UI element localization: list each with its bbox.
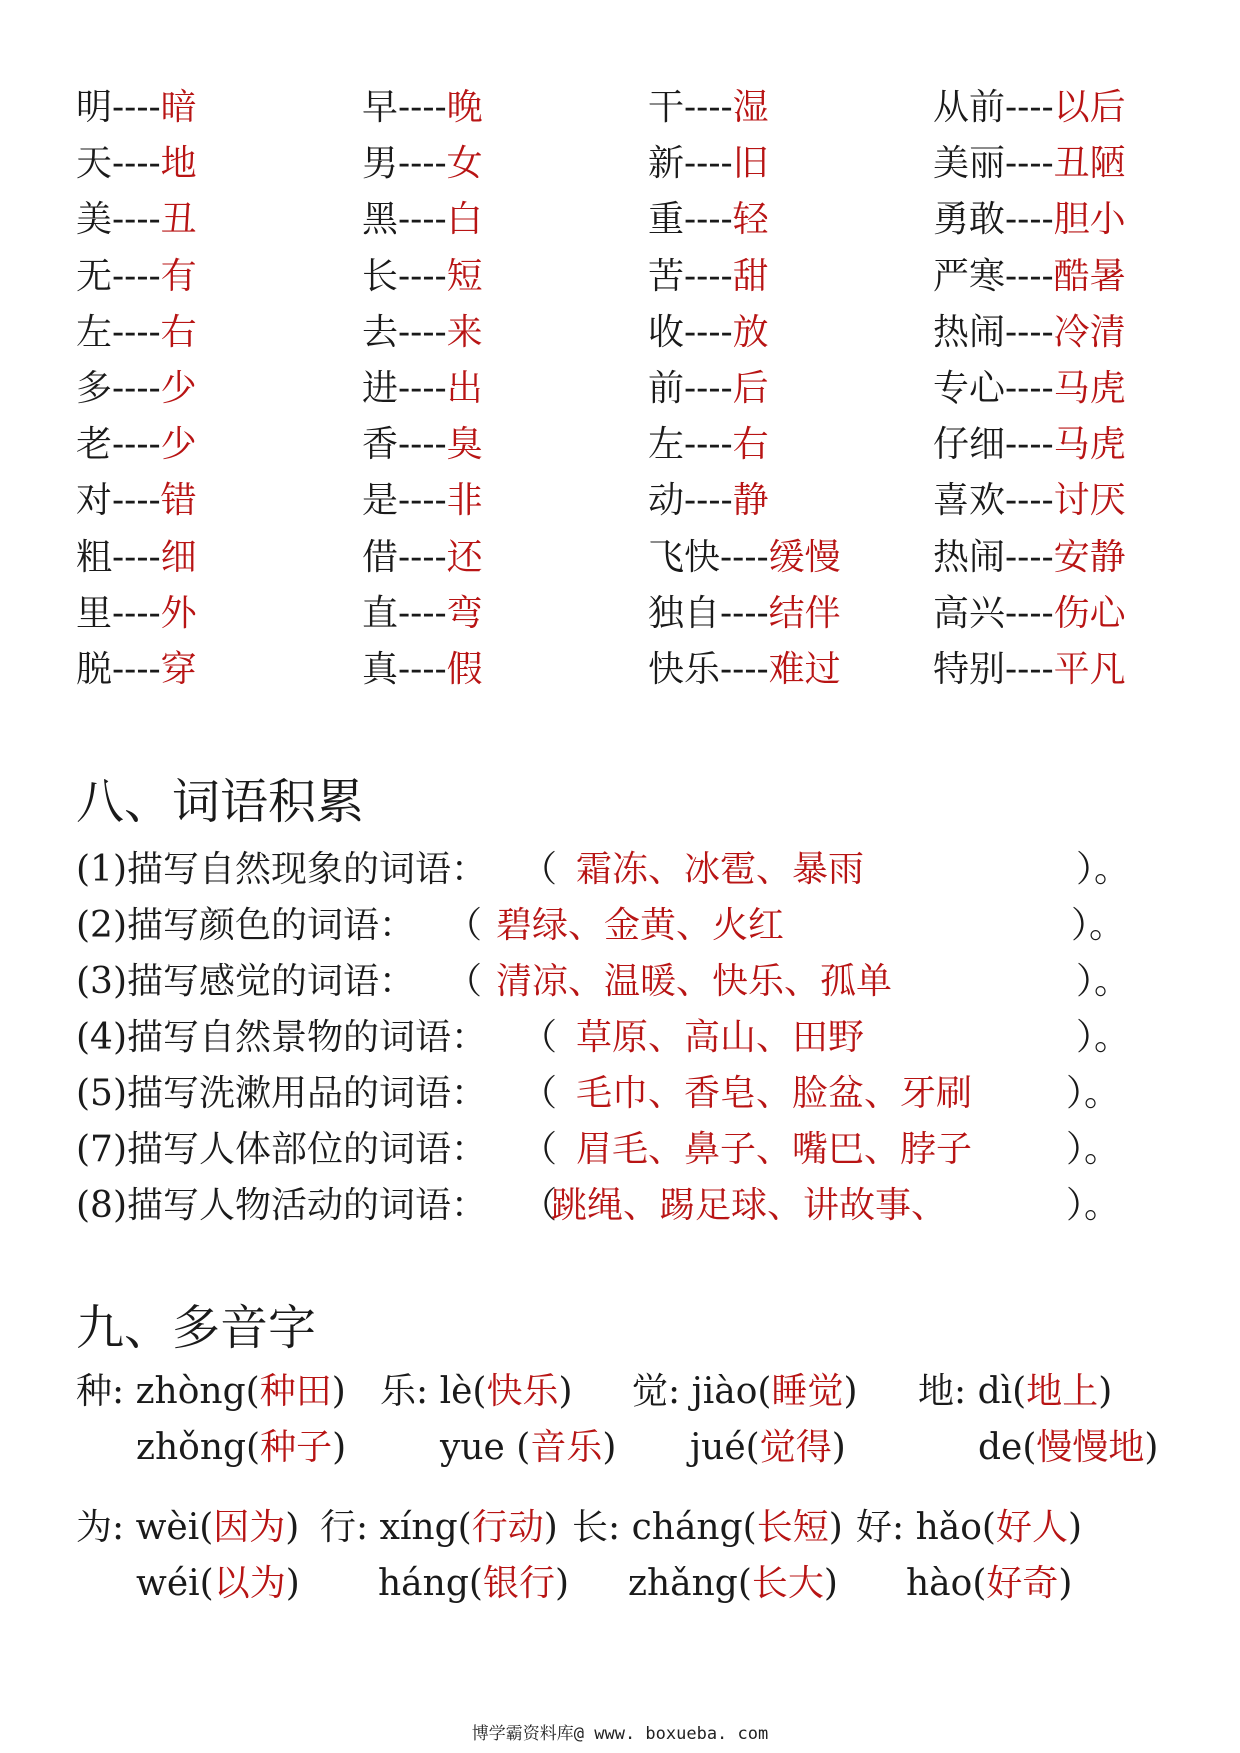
antonym-word: 快乐 <box>648 648 721 690</box>
antonym-word: 动 <box>648 480 685 522</box>
antonym-opposite: 错 <box>160 480 197 522</box>
antonym-pair <box>933 305 1126 361</box>
antonym-dash: ---- <box>398 536 447 578</box>
antonym-pair <box>76 192 197 248</box>
antonym-opposite: 酷暑 <box>1053 255 1126 297</box>
antonym-word: 长 <box>362 255 399 297</box>
poly-pinyin: cháng( <box>631 1507 757 1548</box>
antonym-word: 左 <box>648 424 685 466</box>
antonym-pair <box>76 642 197 698</box>
antonym-pair <box>933 642 1126 698</box>
antonym-pair <box>76 473 197 529</box>
poly-entry <box>136 1420 346 1476</box>
antonym-dash: ---- <box>398 87 447 128</box>
antonym-dash: ---- <box>684 480 733 522</box>
antonym-dash: ---- <box>112 424 161 466</box>
poly-entry <box>136 1556 300 1612</box>
poly-pinyin: wèi( <box>135 1507 214 1548</box>
antonym-dash: ---- <box>1005 592 1054 634</box>
antonym-pair <box>933 80 1126 136</box>
antonym-opposite: 外 <box>160 592 197 634</box>
antonym-pair <box>933 249 1126 305</box>
antonym-dash: ---- <box>112 311 161 353</box>
antonym-dash: ---- <box>1005 199 1054 241</box>
vocab-item <box>76 1066 1206 1122</box>
poly-entry <box>76 1364 346 1420</box>
poly-close: ) <box>285 1563 300 1604</box>
poly-pinyin: jiào( <box>691 1371 772 1412</box>
antonym-dash: ---- <box>398 311 447 353</box>
antonym-word: 美 <box>76 199 113 241</box>
vocab-answer: 霜冻、冰雹、暴雨 <box>576 849 865 890</box>
antonym-opposite: 非 <box>446 480 483 522</box>
poly-char: 好: <box>856 1507 905 1548</box>
antonym-dash: ---- <box>398 648 447 690</box>
antonym-column <box>648 80 841 698</box>
antonym-word: 多 <box>76 367 113 409</box>
antonym-opposite: 轻 <box>732 199 769 241</box>
antonym-pair <box>648 249 841 305</box>
antonym-opposite: 臭 <box>446 424 483 466</box>
antonym-pair <box>362 530 483 586</box>
vocab-answer: 眉毛、鼻子、嘴巴、脖子 <box>576 1129 973 1170</box>
poly-word: 行动 <box>471 1507 544 1548</box>
antonym-opposite: 还 <box>446 536 483 578</box>
poly-close: ) <box>1067 1507 1083 1548</box>
antonym-opposite: 女 <box>446 143 483 185</box>
antonym-pair <box>648 80 841 136</box>
antonym-dash: ---- <box>398 143 447 185</box>
antonym-word: 早 <box>362 87 399 128</box>
antonym-opposite: 安静 <box>1053 536 1126 578</box>
poly-word: 以为 <box>213 1563 286 1604</box>
antonym-pair <box>933 530 1126 586</box>
vocab-label: (4)描写自然景物的词语： <box>76 1017 487 1058</box>
close-paren: ）。 <box>1066 1073 1121 1114</box>
antonym-word: 借 <box>362 536 399 578</box>
antonym-word: 黑 <box>362 199 399 241</box>
poly-entry <box>628 1556 838 1612</box>
antonym-dash: ---- <box>720 648 769 690</box>
antonym-opposite: 假 <box>446 648 483 690</box>
vocab-label: (1)描写自然现象的词语： <box>76 849 487 890</box>
antonym-opposite: 放 <box>732 311 769 353</box>
poly-word: 慢慢地 <box>1036 1427 1145 1468</box>
poly-word: 好人 <box>995 1507 1068 1548</box>
antonym-word: 美丽 <box>933 143 1006 185</box>
antonym-word: 老 <box>76 424 113 466</box>
antonym-dash: ---- <box>684 199 733 241</box>
poly-word: 觉得 <box>759 1427 832 1468</box>
antonym-opposite: 马虎 <box>1053 367 1126 409</box>
close-paren: ）。 <box>1076 961 1131 1002</box>
antonym-pair <box>648 473 841 529</box>
antonym-word: 独自 <box>648 592 721 634</box>
antonym-pair <box>362 249 483 305</box>
antonym-dash: ---- <box>1005 255 1054 297</box>
poly-word: 长大 <box>751 1563 824 1604</box>
poly-char: 地: <box>918 1371 967 1412</box>
antonym-opposite: 穿 <box>160 648 197 690</box>
antonym-dash: ---- <box>112 255 161 297</box>
antonym-word: 热闹 <box>933 536 1006 578</box>
vocab-answer: 毛巾、香皂、脸盆、牙刷 <box>576 1073 973 1114</box>
antonym-dash: ---- <box>1005 311 1054 353</box>
poly-entry <box>380 1364 573 1420</box>
antonym-word: 从前 <box>933 87 1006 128</box>
antonym-dash: ---- <box>112 480 161 522</box>
antonym-dash: ---- <box>1005 648 1054 690</box>
poly-entry <box>378 1556 569 1612</box>
vocab-label: (7)描写人体部位的词语： <box>76 1129 487 1170</box>
vocab-answer: 碧绿、金黄、火红 <box>496 905 785 946</box>
poly-close: ) <box>543 1507 558 1548</box>
vocab-item <box>76 842 1206 898</box>
antonym-word: 勇敢 <box>933 199 1006 241</box>
vocab-answer: 草原、高山、田野 <box>576 1017 865 1058</box>
antonym-word: 香 <box>362 424 399 466</box>
poly-close: ) <box>285 1507 300 1548</box>
vocab-label: (2)描写颜色的词语： <box>76 905 415 946</box>
antonym-dash: ---- <box>398 367 447 409</box>
poly-word: 快乐 <box>486 1371 559 1412</box>
antonym-pair <box>648 361 841 417</box>
antonym-pair <box>76 417 197 473</box>
open-paren: （ <box>446 905 483 946</box>
antonym-pair <box>362 642 483 698</box>
open-paren: （ <box>521 1185 558 1226</box>
antonym-word: 飞快 <box>648 536 721 578</box>
antonym-opposite: 丑陋 <box>1053 143 1126 185</box>
poly-pinyin: lè( <box>439 1371 487 1412</box>
poly-word: 种子 <box>260 1427 333 1468</box>
antonym-word: 进 <box>362 367 399 409</box>
antonym-pair <box>933 586 1126 642</box>
antonym-pair <box>362 136 483 192</box>
antonym-pair <box>648 305 841 361</box>
antonym-word: 左 <box>76 311 113 353</box>
poly-pinyin: jué( <box>690 1427 760 1468</box>
vocab-label: (3)描写感觉的词语： <box>76 961 415 1002</box>
poly-entry <box>690 1420 846 1476</box>
poly-close: ) <box>602 1427 617 1468</box>
antonym-opposite: 细 <box>160 536 197 578</box>
antonym-pair <box>648 192 841 248</box>
poly-pinyin: zhòng( <box>135 1371 260 1412</box>
antonym-opposite: 地 <box>160 143 197 185</box>
antonym-pair <box>76 80 197 136</box>
antonym-word: 高兴 <box>933 592 1006 634</box>
antonym-opposite: 平凡 <box>1053 648 1126 690</box>
antonym-opposite: 右 <box>160 311 197 353</box>
antonym-opposite: 短 <box>446 255 483 297</box>
antonym-dash: ---- <box>1005 536 1054 578</box>
antonym-opposite: 讨厌 <box>1053 480 1126 522</box>
antonym-pair <box>648 530 841 586</box>
poly-entry <box>572 1500 843 1556</box>
antonym-opposite: 甜 <box>732 255 769 297</box>
poly-char: 种: <box>76 1371 125 1412</box>
antonym-dash: ---- <box>684 311 733 353</box>
antonym-dash: ---- <box>720 536 769 578</box>
antonym-word: 是 <box>362 480 399 522</box>
poly-word: 长短 <box>756 1507 829 1548</box>
poly-entry <box>440 1420 616 1476</box>
antonym-opposite: 弯 <box>446 592 483 634</box>
antonym-dash: ---- <box>112 143 161 185</box>
open-paren: （ <box>521 1017 558 1058</box>
antonym-dash: ---- <box>112 592 161 634</box>
antonym-dash: ---- <box>720 592 769 634</box>
poly-char: 为: <box>76 1507 125 1548</box>
antonym-opposite: 有 <box>160 255 197 297</box>
antonym-opposite: 暗 <box>160 87 197 128</box>
close-paren: ）。 <box>1066 1185 1121 1226</box>
antonym-dash: ---- <box>112 87 161 128</box>
poly-word: 因为 <box>213 1507 286 1548</box>
antonym-word: 专心 <box>933 367 1006 409</box>
antonym-dash: ---- <box>398 424 447 466</box>
antonym-pair <box>76 361 197 417</box>
antonym-pair <box>76 305 197 361</box>
vocab-answer: 清凉、温暖、快乐、孤单 <box>496 961 893 1002</box>
poly-word: 好奇 <box>986 1563 1059 1604</box>
poly-entry <box>906 1556 1072 1612</box>
antonym-pair <box>362 417 483 473</box>
antonym-word: 仔细 <box>933 424 1006 466</box>
antonym-opposite: 缓慢 <box>768 536 841 578</box>
section-title-polyphonic: 九、多音字 <box>76 1300 317 1356</box>
poly-word: 地上 <box>1026 1371 1099 1412</box>
poly-close: ) <box>823 1563 838 1604</box>
antonym-dash: ---- <box>684 143 733 185</box>
antonym-opposite: 少 <box>160 424 197 466</box>
poly-pinyin: hǎo( <box>915 1507 996 1548</box>
poly-char: 觉: <box>632 1371 681 1412</box>
antonym-dash: ---- <box>1005 143 1054 185</box>
antonym-opposite: 湿 <box>732 87 769 128</box>
poly-word: 银行 <box>482 1563 555 1604</box>
close-paren: ）。 <box>1076 1017 1131 1058</box>
poly-char: 乐: <box>380 1371 429 1412</box>
antonym-opposite: 结伴 <box>768 592 841 634</box>
open-paren: （ <box>446 961 483 1002</box>
poly-entry <box>320 1500 558 1556</box>
open-paren: （ <box>521 1073 558 1114</box>
poly-close: ) <box>554 1563 569 1604</box>
antonym-dash: ---- <box>684 367 733 409</box>
antonym-pair <box>76 530 197 586</box>
close-paren: ）。 <box>1066 1129 1121 1170</box>
antonym-dash: ---- <box>398 592 447 634</box>
antonym-word: 直 <box>362 592 399 634</box>
antonym-opposite: 以后 <box>1053 87 1126 128</box>
vocab-label: (5)描写洗漱用品的词语： <box>76 1073 487 1114</box>
poly-entry <box>76 1500 299 1556</box>
antonym-word: 特别 <box>933 648 1006 690</box>
antonym-word: 苦 <box>648 255 685 297</box>
antonym-word: 重 <box>648 199 685 241</box>
antonym-pair <box>362 305 483 361</box>
poly-pinyin: yue ( <box>440 1427 531 1468</box>
poly-pinyin: zhǒng( <box>136 1427 261 1468</box>
section-title-vocabulary: 八、词语积累 <box>76 774 365 830</box>
antonym-dash: ---- <box>112 367 161 409</box>
antonym-opposite: 冷清 <box>1053 311 1126 353</box>
antonym-word: 明 <box>76 87 113 128</box>
antonym-opposite: 少 <box>160 367 197 409</box>
antonym-dash: ---- <box>684 87 733 128</box>
antonym-word: 真 <box>362 648 399 690</box>
antonym-dash: ---- <box>112 199 161 241</box>
poly-pinyin: wéi( <box>136 1563 214 1604</box>
antonym-word: 干 <box>648 87 685 128</box>
antonym-pair <box>76 249 197 305</box>
poly-close: ) <box>831 1427 846 1468</box>
poly-close: ) <box>558 1371 573 1412</box>
antonym-dash: ---- <box>1005 87 1054 128</box>
antonym-dash: ---- <box>684 424 733 466</box>
antonym-pair <box>648 136 841 192</box>
antonym-pair <box>648 586 841 642</box>
antonym-opposite: 白 <box>446 199 483 241</box>
close-paren: ）。 <box>1076 849 1131 890</box>
antonym-opposite: 伤心 <box>1053 592 1126 634</box>
poly-entry <box>978 1420 1158 1476</box>
antonym-dash: ---- <box>112 648 161 690</box>
antonym-opposite: 难过 <box>768 648 841 690</box>
antonym-word: 热闹 <box>933 311 1006 353</box>
poly-pinyin: dì( <box>977 1371 1027 1412</box>
antonym-opposite: 马虎 <box>1053 424 1126 466</box>
antonym-pair <box>933 136 1126 192</box>
poly-word: 种田 <box>259 1371 332 1412</box>
antonym-pair <box>933 417 1126 473</box>
poly-entry <box>918 1364 1112 1420</box>
antonym-column <box>76 80 197 698</box>
antonym-word: 新 <box>648 143 685 185</box>
antonym-word: 里 <box>76 592 113 634</box>
antonym-dash: ---- <box>398 199 447 241</box>
antonym-opposite: 胆小 <box>1053 199 1126 241</box>
antonym-dash: ---- <box>684 255 733 297</box>
antonym-opposite: 晚 <box>446 87 483 128</box>
antonym-opposite: 旧 <box>732 143 769 185</box>
poly-entry <box>856 1500 1082 1556</box>
antonym-pair <box>362 586 483 642</box>
antonym-opposite: 丑 <box>160 199 197 241</box>
vocab-item <box>76 954 1206 1010</box>
antonym-pair <box>362 473 483 529</box>
poly-close: ) <box>843 1371 858 1412</box>
antonym-opposite: 后 <box>732 367 769 409</box>
antonym-opposite: 来 <box>446 311 483 353</box>
antonym-word: 脱 <box>76 648 113 690</box>
antonym-dash: ---- <box>1005 424 1054 466</box>
antonym-word: 粗 <box>76 536 113 578</box>
open-paren: （ <box>521 1129 558 1170</box>
poly-char: 行: <box>320 1507 369 1548</box>
antonym-pair <box>933 361 1126 417</box>
vocab-item <box>76 1010 1206 1066</box>
poly-char: 长: <box>572 1507 621 1548</box>
open-paren: （ <box>521 849 558 890</box>
antonym-word: 去 <box>362 311 399 353</box>
close-paren: ）。 <box>1071 905 1126 946</box>
poly-close: ) <box>1058 1563 1073 1604</box>
antonym-dash: ---- <box>1005 480 1054 522</box>
poly-pinyin: hào( <box>906 1563 987 1604</box>
antonym-pair <box>933 473 1126 529</box>
poly-close: ) <box>828 1507 843 1548</box>
poly-close: ) <box>1144 1427 1159 1468</box>
antonym-opposite: 出 <box>446 367 483 409</box>
vocab-item <box>76 1122 1206 1178</box>
vocab-answer: 跳绳、踢足球、讲故事、 <box>551 1185 948 1226</box>
vocab-item <box>76 1178 1206 1234</box>
poly-close: ) <box>1098 1371 1113 1412</box>
poly-entry <box>632 1364 858 1420</box>
poly-pinyin: zhǎng( <box>628 1563 752 1604</box>
antonym-pair <box>648 417 841 473</box>
footer-watermark: 博学霸资料库@ www. boxueba. com <box>471 1724 769 1744</box>
antonym-opposite: 右 <box>732 424 769 466</box>
antonym-word: 前 <box>648 367 685 409</box>
antonym-grid <box>0 80 1240 690</box>
poly-word: 睡觉 <box>771 1371 844 1412</box>
poly-close: ) <box>332 1427 347 1468</box>
poly-pinyin: xíng( <box>379 1507 472 1548</box>
antonym-pair <box>76 586 197 642</box>
antonym-word: 严寒 <box>933 255 1006 297</box>
antonym-opposite: 静 <box>732 480 769 522</box>
antonym-word: 男 <box>362 143 399 185</box>
antonym-pair <box>76 136 197 192</box>
antonym-word: 收 <box>648 311 685 353</box>
vocab-label: (8)描写人物活动的词语： <box>76 1185 487 1226</box>
antonym-dash: ---- <box>398 255 447 297</box>
antonym-word: 无 <box>76 255 113 297</box>
antonym-dash: ---- <box>1005 367 1054 409</box>
antonym-word: 对 <box>76 480 113 522</box>
vocab-item <box>76 898 1206 954</box>
antonym-word: 喜欢 <box>933 480 1006 522</box>
poly-word: 音乐 <box>530 1427 603 1468</box>
antonym-pair <box>362 361 483 417</box>
antonym-dash: ---- <box>112 536 161 578</box>
antonym-dash: ---- <box>398 480 447 522</box>
antonym-pair <box>933 192 1126 248</box>
antonym-column <box>933 80 1126 698</box>
antonym-column <box>362 80 483 698</box>
antonym-pair <box>648 642 841 698</box>
antonym-pair <box>362 80 483 136</box>
poly-pinyin: háng( <box>378 1563 483 1604</box>
poly-pinyin: de( <box>978 1427 1037 1468</box>
antonym-word: 天 <box>76 143 113 185</box>
poly-close: ) <box>331 1371 346 1412</box>
antonym-pair <box>362 192 483 248</box>
